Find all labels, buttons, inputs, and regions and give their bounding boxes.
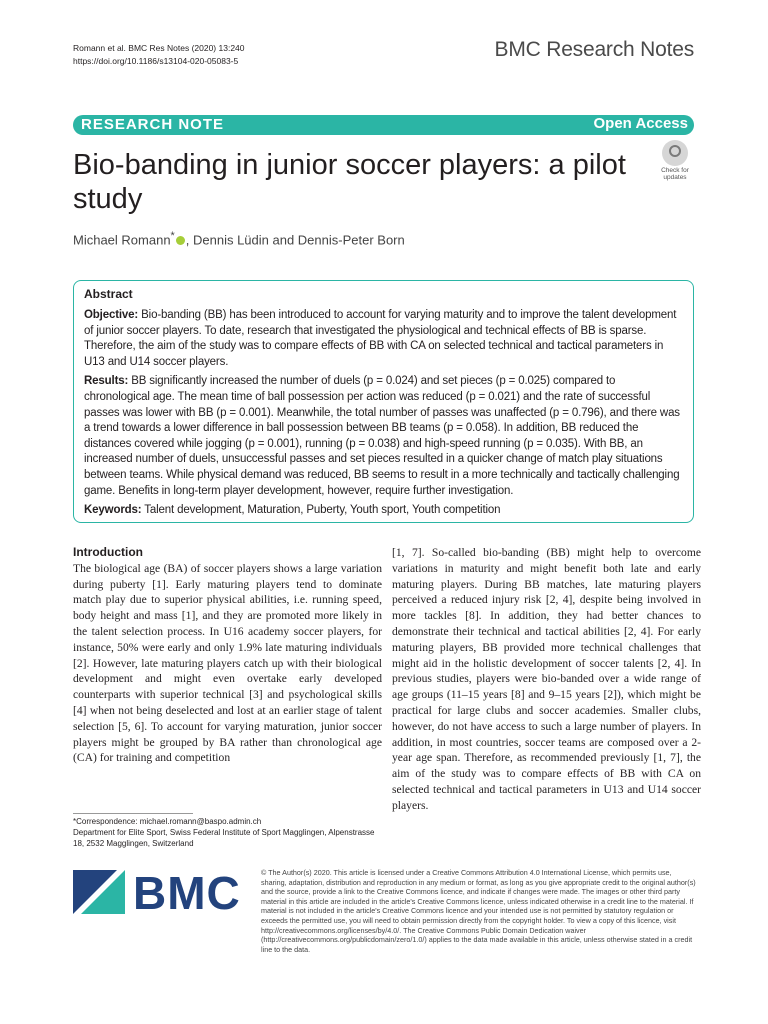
introduction-text-left: The biological age (BA) of soccer players shows a large variation during puberty [1]. Early maturing players tend to dominate match play due to superior physical abilities, i.e. running speed, body height and mass [1], and they are promoted more likely in the talent selection process. In U16 academy soccer players, for instance, 50% were early and only 1.9% late maturing individuals [2]. However, late maturing players catch up with their biological development and might even overtake early developed counterparts with superior technical [3] and psychological skills [4] when not being deselected and lost at an earlier stage of talent selection [5, 6]. To account for varying maturation, junior soccer players might be grouped by BA rather than chronological age (CA) for training and competition <box>73 561 382 765</box>
article-type: RESEARCH NOTE <box>81 116 225 133</box>
license-text: © The Author(s) 2020. This article is licensed under a Creative Commons Attribution 4.0 International License, which permits use, sharing, adaptation, distribution and reproduction in any medium or format, as long as you give appropriate credit to the original author(s) and the source, provide a link to the Creative Commons licence, and indicate if changes were made. The images or other third party material in this article are included in the article's Creative Commons licence, unless indicated otherwise in a credit line to the material. If material is not included in the article's Creative Commons licence and your intended use is not permitted by statutory regulation or exceeds the permitted use, you will need to obtain permission directly from the copyright holder. To view a copy of this licence, visit http://creativecommons.org/licenses/by/4.0/. The Creative Commons Public Domain Dedication waiver (http://creativecommons.org/publicdomain/zero/1.0/) applies to the data made available in this article, unless otherwise stated in a credit line to the data. <box>261 868 696 954</box>
doi-link[interactable]: https://doi.org/10.1186/s13104-020-05083-5 <box>73 56 239 66</box>
bmc-logo-icon <box>73 870 125 914</box>
footnote-divider <box>73 813 193 814</box>
corresponding-marker: * <box>170 230 175 242</box>
abstract-heading: Abstract <box>84 287 133 301</box>
article-title: Bio-banding in junior soccer players: a pilot study <box>73 149 626 215</box>
objective-label: Objective: <box>84 309 139 321</box>
correspondence: *Correspondence: michael.romann@baspo.admin.ch <box>73 817 262 826</box>
introduction-text-right: [1, 7]. So-called bio-banding (BB) might help to overcome variations in maturity and might benefit both late and early maturing players. During BB matches, late maturing players perceived a reduced injury risk [2, 4], despite being involved in more tackles [8]. In addition, they had better chances to demonstrate their technical and tactical abilities [2, 4]. For early maturing players, BB provided more technical challenges that might aid in the holistic development of soccer talents [2, 4]. In previous studies, players were bio-banded over a wide range of age groups (11–15 years [8] and 9–15 years [2]), which might be practical for large clubs and soccer academies. Smaller clubs, however, do not have access to such a large number of players. In addition, in most countries, soccer teams are composed over a 2-year age span. Therefore, as recommended previously [1, 7], the aim of the study was to compare effects of BB with CA on selected technical and tactical parameters in U13 and U14 soccer players. <box>392 546 701 812</box>
keywords-text: Talent development, Maturation, Puberty, Youth sport, Youth competition <box>144 504 501 517</box>
check-updates-label: Check for updates <box>661 167 689 181</box>
author-rest: , Dennis Lüdin and Dennis-Peter Born <box>185 232 405 248</box>
abstract-results <box>84 374 683 499</box>
abstract-keywords <box>84 503 683 519</box>
keywords-label: Keywords: <box>84 504 142 517</box>
bmc-logo <box>73 867 243 919</box>
check-for-updates-badge[interactable] <box>655 140 695 180</box>
results-label: Results: <box>84 375 129 388</box>
abstract-box <box>73 280 694 523</box>
open-access-label: Open Access <box>593 115 688 132</box>
abstract-objective <box>84 308 683 370</box>
article-header <box>73 42 245 68</box>
footnote <box>73 816 383 849</box>
objective-text: Bio-banding (BB) has been introduced to account for varying maturity and to improve the talent development of junior soccer players. To date, research that investigated the physiological and technical effects of BB is sparse. Therefore, the aim of the study was to compare effects of BB with CA on selected technical and tactical parameters in U13 and U14 soccer players. <box>84 309 677 368</box>
introduction-heading: Introduction <box>73 545 143 559</box>
bmc-wordmark: BMC <box>133 867 241 919</box>
article-type-banner <box>73 115 694 135</box>
results-text: BB significantly increased the number of duels (p = 0.024) and set pieces (p = 0.025) compared to chronological age. The mean time of ball possession per action was reduced (p = 0.021) and the rate of successful passes was lower with BB (p = 0.001). Meanwhile, the total number of passes was unaffected (p = 0.796), and there was a trend towards a lower difference in ball possession between BB teams (p = 0.058). In addition, BB reduced the distances covered while jogging (p = 0.001), running (p = 0.038) and high-speed running (p = 0.035). With BB, an increased number of duels, unsuccessful passes and set pieces resulted in a quicker change of match play situations between teams. While physical demand was reduced, BB seems to result in a more technically and tactically challenging game. Benefits in long-term player development, however, require further investigation. <box>84 375 680 497</box>
author-first[interactable]: Michael Romann <box>73 232 171 248</box>
affiliation: Department for Elite Sport, Swiss Federal Institute of Sport Magglingen, Alpenstrasse 18, 2532 Magglingen, Switzerland <box>73 828 375 848</box>
body-column-right <box>392 545 701 814</box>
journal-name: BMC Research Notes <box>494 38 694 61</box>
body-column-left <box>73 545 382 766</box>
update-icon <box>662 140 688 166</box>
author-list <box>73 230 405 247</box>
citation: Romann et al. BMC Res Notes (2020) 13:240 <box>73 43 245 53</box>
orcid-icon[interactable] <box>176 236 185 245</box>
